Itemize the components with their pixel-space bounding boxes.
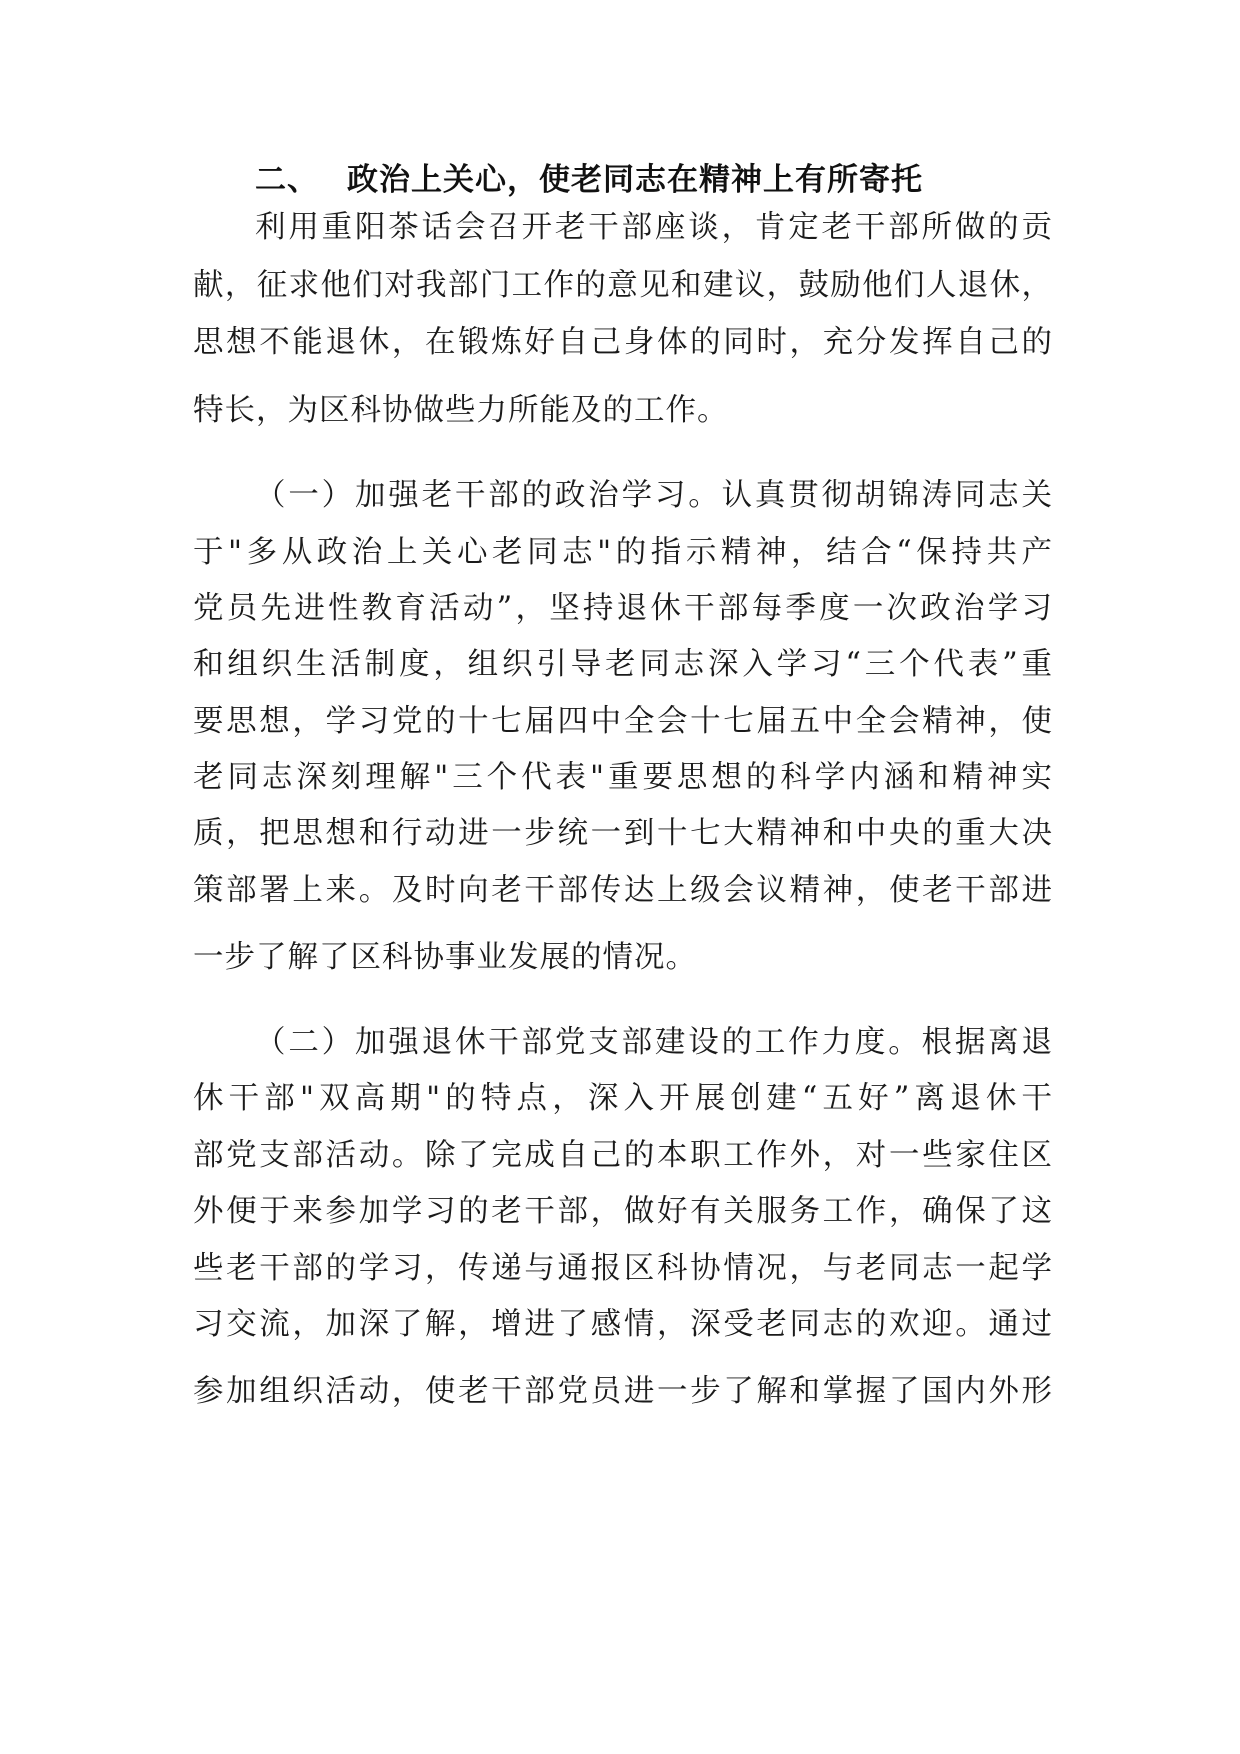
paragraph-2-line-8: 策部署上来。及时向老干部传达上级会议精神，使老干部进 [193, 873, 1053, 908]
paragraph-2-line-2: 于"多从政治上关心老同志"的指示精神，结合“保持共产 [193, 535, 1053, 570]
paragraph-3-line-5: 些老干部的学习，传递与通报区科协情况，与老同志一起学 [193, 1251, 1053, 1286]
paragraph-1-line-4: 特长，为区科协做些力所能及的工作。 [193, 393, 729, 428]
paragraph-3-line-7: 参加组织活动，使老干部党员进一步了解和掌握了国内外形 [193, 1374, 1053, 1409]
paragraph-2-line-1: （一）加强老干部的政治学习。认真贯彻胡锦涛同志关 [255, 478, 1053, 513]
section-heading [255, 156, 923, 204]
paragraph-2-line-9: 一步了解了区科协事业发展的情况。 [193, 940, 697, 975]
paragraph-2-line-6: 老同志深刻理解"三个代表"重要思想的科学内涵和精神实 [193, 760, 1053, 795]
paragraph-3-line-3: 部党支部活动。除了完成自己的本职工作外，对一些家住区 [193, 1138, 1053, 1173]
section-title: 政治上关心，使老同志在精神上有所寄托 [347, 162, 923, 198]
paragraph-3-line-1: （二）加强退休干部党支部建设的工作力度。根据离退 [255, 1025, 1053, 1060]
paragraph-1-line-2: 献，征求他们对我部门工作的意见和建议，鼓励他们人退休， [193, 268, 1053, 303]
paragraph-1-line-1: 利用重阳茶话会召开老干部座谈，肯定老干部所做的贡 [255, 210, 1053, 245]
paragraph-2-line-5: 要思想，学习党的十七届四中全会十七届五中全会精神，使 [193, 704, 1053, 739]
paragraph-2-line-4: 和组织生活制度，组织引导老同志深入学习“三个代表”重 [193, 647, 1053, 682]
paragraph-2-line-3: 党员先进性教育活动”，坚持退休干部每季度一次政治学习 [193, 591, 1053, 626]
paragraph-3-line-2: 休干部"双高期"的特点，深入开展创建“五好”离退休干 [193, 1081, 1053, 1116]
paragraph-3-line-6: 习交流，加深了解，增进了感情，深受老同志的欢迎。通过 [193, 1307, 1053, 1342]
paragraph-3-line-4: 外便于来参加学习的老干部，做好有关服务工作，确保了这 [193, 1194, 1053, 1229]
section-number: 二、 [255, 162, 319, 198]
paragraph-2-line-7: 质，把思想和行动进一步统一到十七大精神和中央的重大决 [193, 816, 1053, 851]
paragraph-1-line-3: 思想不能退休，在锻炼好自己身体的同时，充分发挥自己的 [193, 325, 1053, 360]
